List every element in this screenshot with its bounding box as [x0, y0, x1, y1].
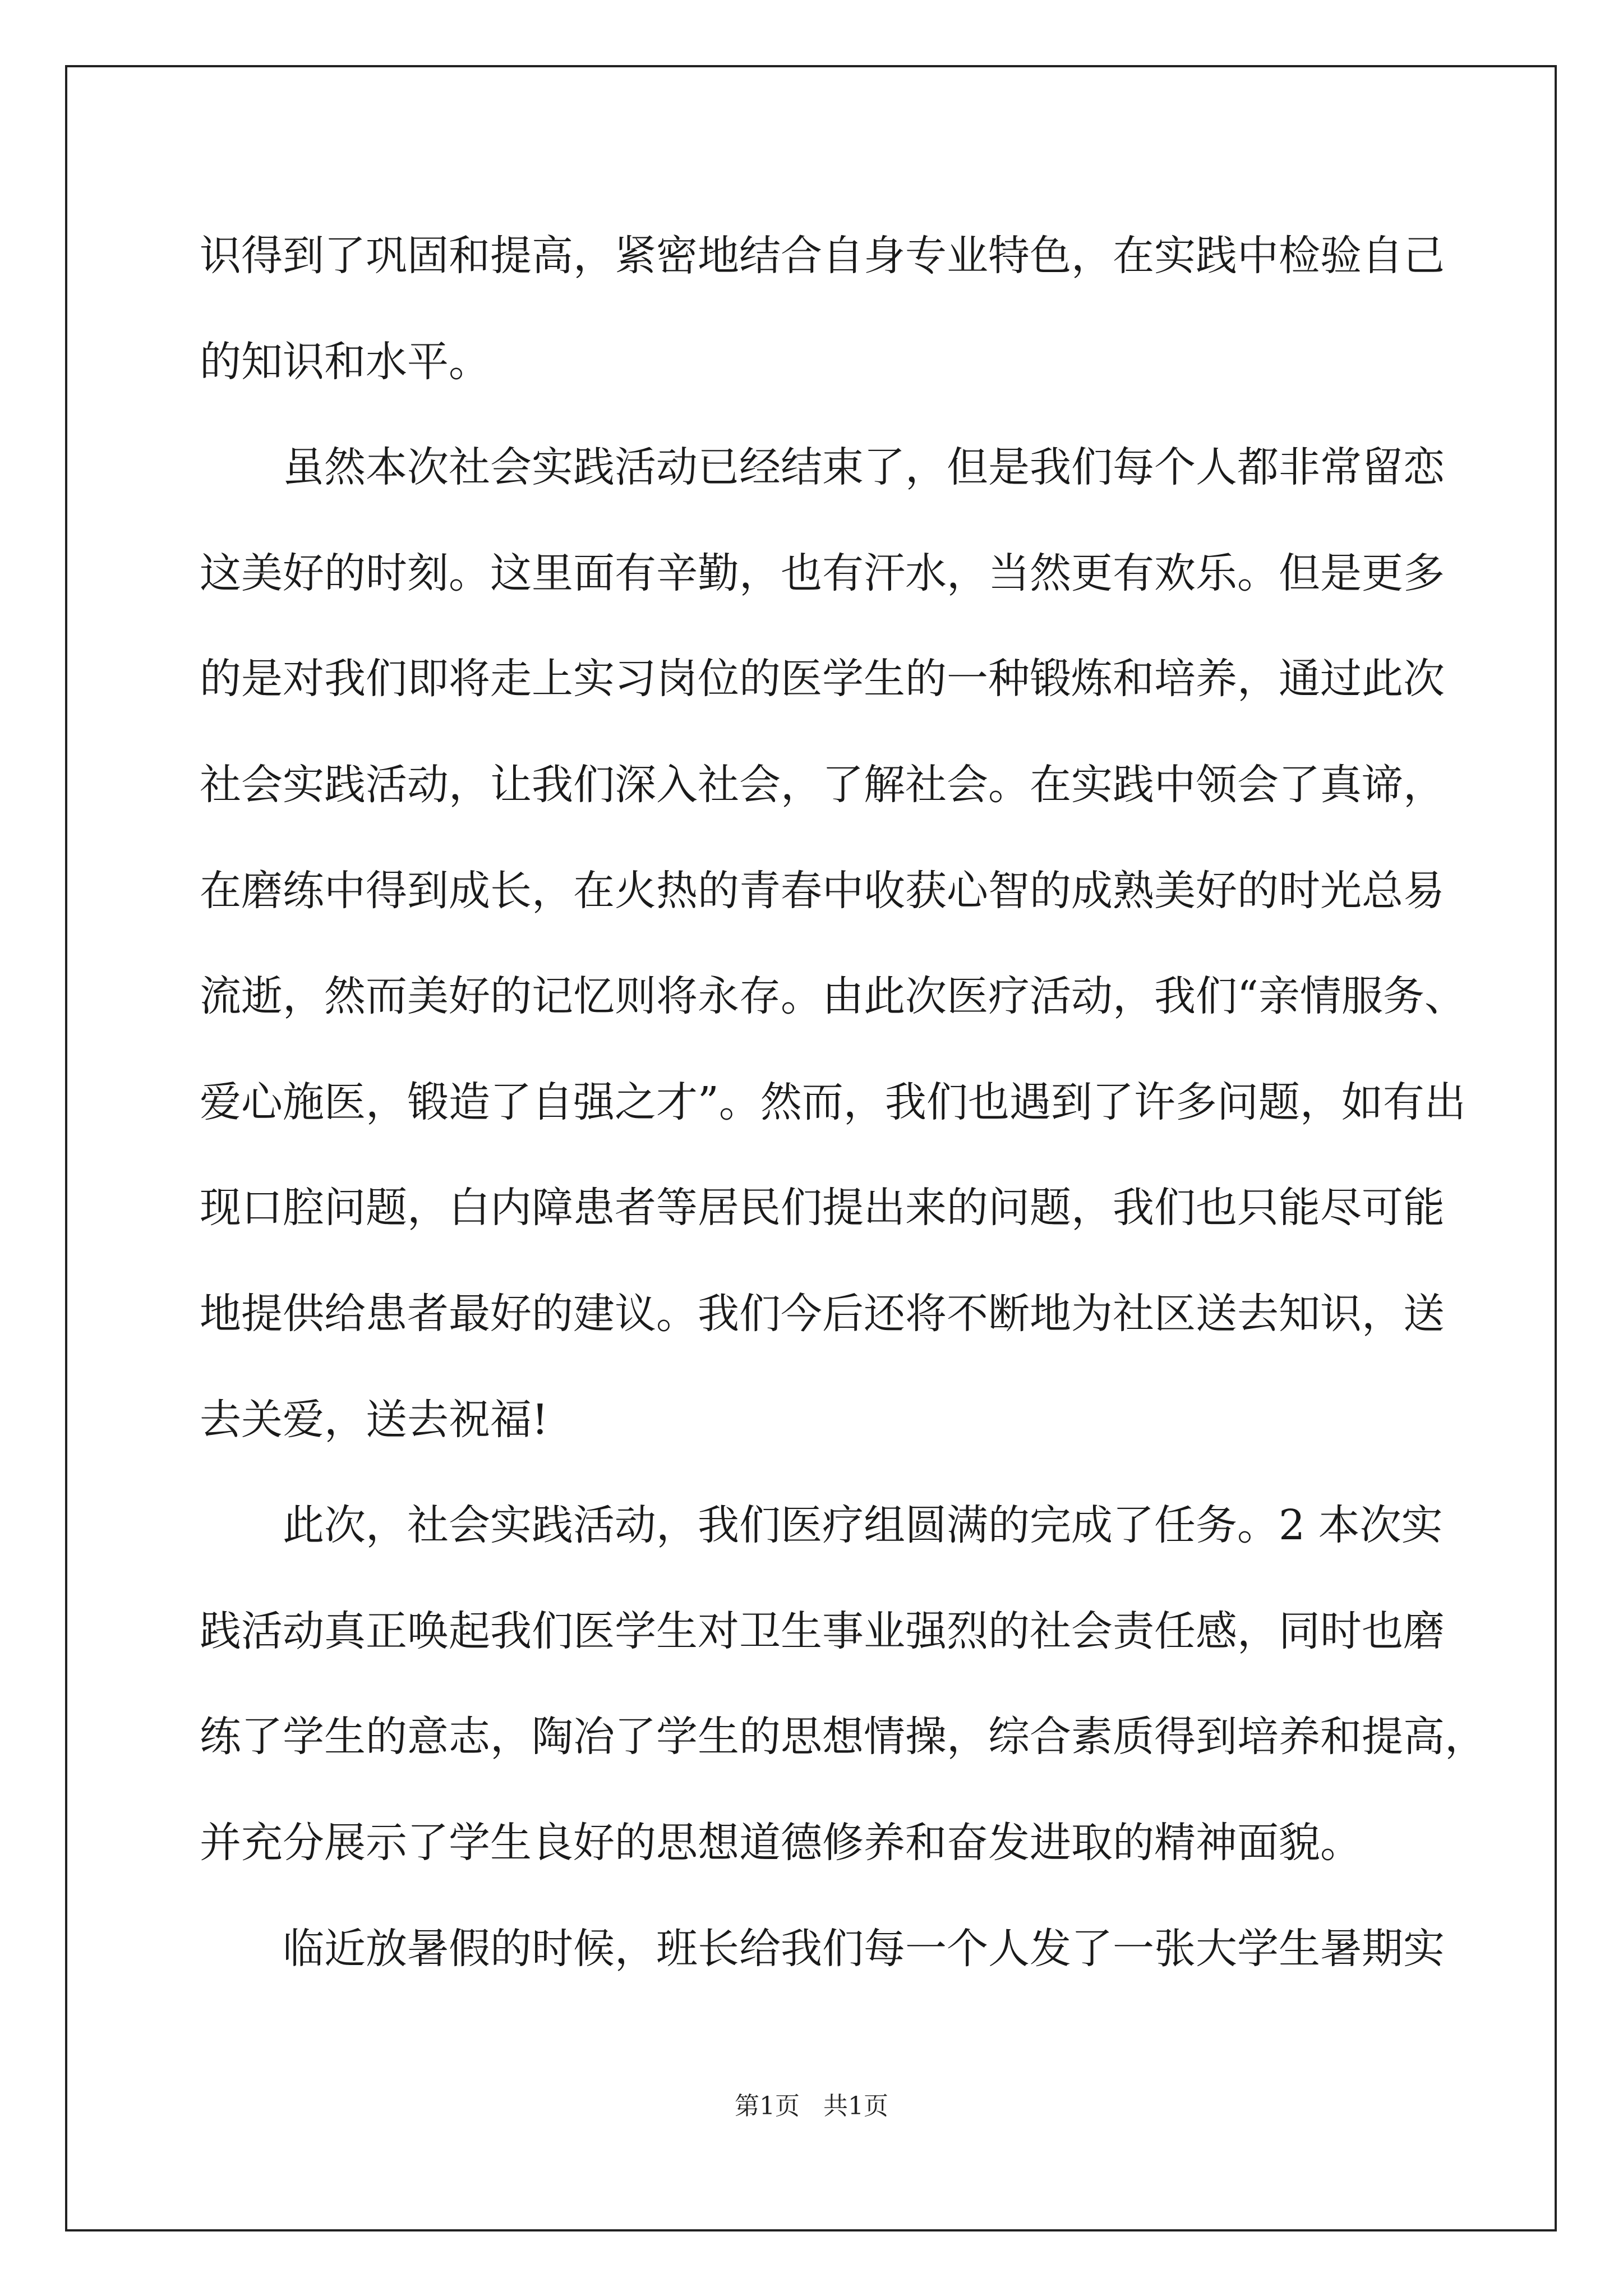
- paragraph-start-line: 此次，社会实践活动，我们医疗组圆满的完成了任务。2 本次实: [283, 1501, 1443, 1550]
- text-line: 识得到了巩固和提高，紧密地结合自身专业特色，在实践中检验自己: [200, 232, 1445, 280]
- text-line: 践活动真正唤起我们医学生对卫生事业强烈的社会责任感，同时也磨: [200, 1607, 1445, 1655]
- text-line: 练了学生的意志，陶冶了学生的思想情操，综合素质得到培养和提高，: [200, 1713, 1486, 1761]
- body-text: [200, 203, 1486, 2001]
- text-line: 在磨练中得到成长，在火热的青春中收获心智的成熟美好的时光总易: [200, 866, 1445, 915]
- page-number-footer: 第1页 共1页: [735, 2092, 888, 2120]
- text-line: 社会实践活动，让我们深入社会，了解社会。在实践中领会了真谛，: [200, 760, 1445, 809]
- text-line: 并充分展示了学生良好的思想道德修养和奋发进取的精神面貌。: [200, 1818, 1362, 1867]
- paragraph-start-line: 临近放暑假的时候，班长给我们每一个人发了一张大学生暑期实: [283, 1924, 1445, 1973]
- text-line: 现口腔问题，白内障患者等居民们提出来的问题，我们也只能尽可能: [200, 1184, 1445, 1232]
- paragraph-start-line: 虽然本次社会实践活动已经结束了，但是我们每个人都非常留恋: [283, 443, 1445, 492]
- text-line: 地提供给患者最好的建议。我们今后还将不断地为社区送去知识，送: [200, 1289, 1445, 1338]
- text-line: 流逝，然而美好的记忆则将永存。由此次医疗活动，我们“亲情服务、: [200, 972, 1466, 1021]
- text-line: 去关爱，送去祝福!: [200, 1395, 548, 1444]
- text-line: 的是对我们即将走上实习岗位的医学生的一种锻炼和培养，通过此次: [200, 655, 1445, 703]
- text-line: 的知识和水平。: [200, 337, 490, 386]
- text-line: 这美好的时刻。这里面有辛勤，也有汗水，当然更有欢乐。但是更多: [200, 549, 1445, 597]
- text-line: 爱心施医，锻造了自强之才”。然而，我们也遇到了许多问题，如有出: [200, 1078, 1466, 1126]
